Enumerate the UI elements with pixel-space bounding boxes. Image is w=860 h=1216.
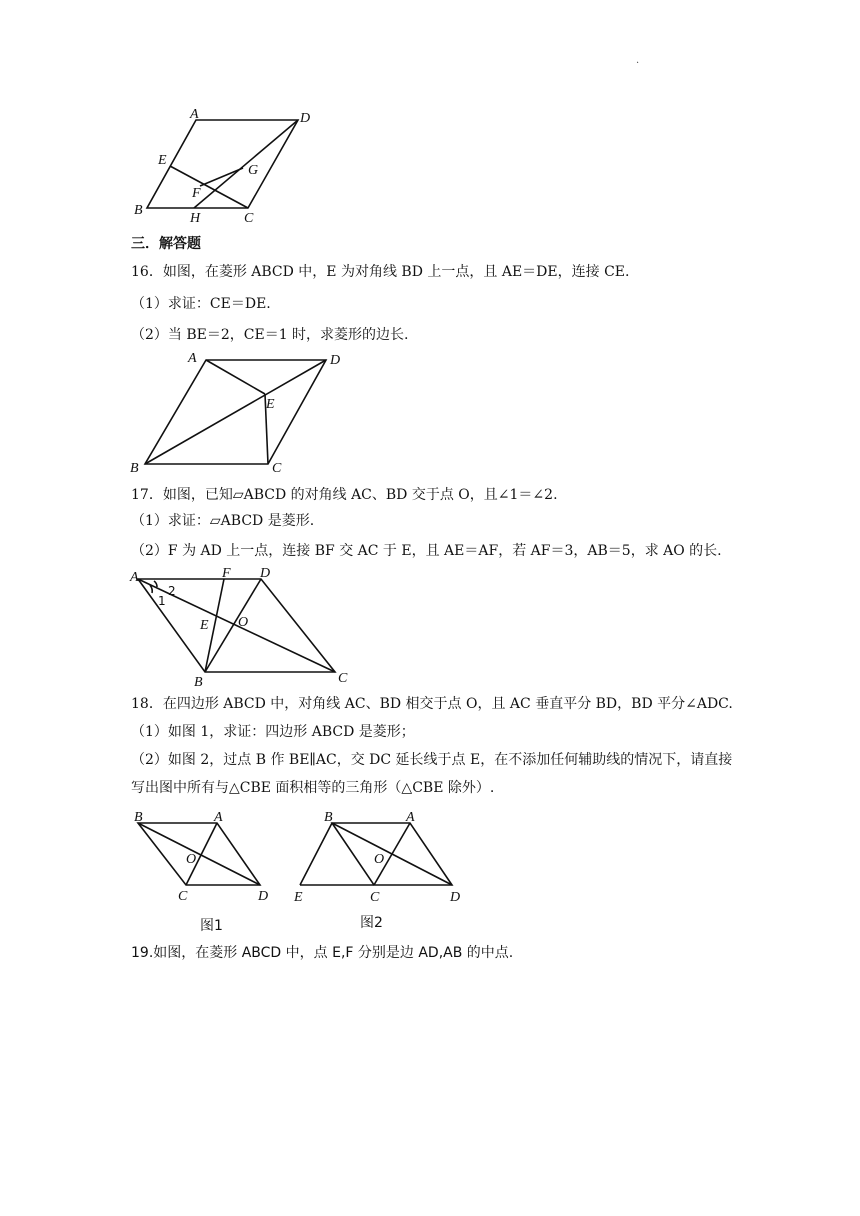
label-c: C	[178, 889, 188, 904]
label-b: B	[130, 461, 139, 476]
header-mark: ·	[636, 58, 640, 69]
label-d: D	[258, 889, 269, 904]
figure-caption-1: 图1	[200, 918, 223, 934]
figure-q15	[128, 100, 328, 225]
label-e: E	[294, 890, 303, 905]
figure-q18-1-svg	[128, 805, 278, 935]
label-f: F	[192, 186, 201, 201]
q17-stem: 17．如图，已知▱ABCD 的对角线 AC、BD 交于点 O，且∠1＝∠2.	[131, 487, 558, 503]
q16-stem: 16．如图，在菱形 ABCD 中，E 为对角线 BD 上一点，且 AE＝DE，连接 CE.	[131, 264, 630, 280]
q17-part2: （2）F 为 AD 上一点，连接 BF 交 AC 于 E，且 AE＝AF，若 AF＝3，AB＝5，求 AO 的长.	[131, 543, 722, 559]
q18-stem: 18．在四边形 ABCD 中，对角线 AC、BD 相交于点 O，且 AC 垂直平分 BD，BD 平分∠ADC.	[131, 696, 733, 712]
figure-q18-2-svg	[292, 805, 472, 935]
q16-part1: （1）求证：CE＝DE.	[131, 296, 271, 312]
figure-q16	[128, 348, 358, 476]
q17-part1: （1）求证：▱ABCD 是菱形.	[131, 513, 315, 529]
label-c: C	[272, 461, 282, 476]
label-c: C	[244, 211, 254, 226]
label-d: D	[330, 353, 341, 368]
label-o: O	[186, 852, 197, 867]
label-d: D	[260, 566, 271, 581]
q18-part1: （1）如图 1，求证：四边形 ABCD 是菱形；	[131, 724, 415, 740]
label-e: E	[266, 397, 275, 412]
label-h: H	[190, 211, 201, 226]
label-d: D	[450, 890, 461, 905]
label-a: A	[190, 107, 199, 122]
q19-stem: 19.如图，在菱形 ABCD 中，点 E,F 分别是边 AD,AB 的中点.	[131, 945, 514, 961]
label-e: E	[200, 618, 209, 633]
figure-q17-svg	[126, 565, 356, 690]
q18-part2-line2: 写出图中所有与△CBE 面积相等的三角形（△CBE 除外）.	[131, 780, 495, 796]
label-b: B	[194, 675, 203, 690]
q16-part2: （2）当 BE＝2，CE＝1 时，求菱形的边长.	[131, 327, 409, 343]
label-a: A	[130, 570, 139, 585]
label-one: 1	[158, 594, 166, 608]
label-d: D	[300, 111, 311, 126]
figure-q18-2	[292, 805, 472, 935]
label-a: A	[406, 810, 415, 825]
label-two: 2	[168, 584, 176, 598]
label-b: B	[324, 810, 333, 825]
label-o: O	[374, 852, 385, 867]
figure-caption-2: 图2	[360, 915, 383, 931]
label-b: B	[134, 203, 143, 218]
figure-q17	[126, 565, 356, 690]
section-heading: 三．解答题	[131, 236, 201, 252]
q18-part2-line1: （2）如图 2，过点 B 作 BE∥AC，交 DC 延长线于点 E，在不添加任何辅助线的情况下，请直接	[131, 752, 733, 768]
label-g: G	[248, 163, 259, 178]
label-a: A	[214, 810, 223, 825]
label-c: C	[338, 671, 348, 686]
label-b: B	[134, 810, 143, 825]
label-c: C	[370, 890, 380, 905]
label-o: O	[238, 615, 249, 630]
figure-q18-1	[128, 805, 278, 935]
label-a: A	[188, 351, 197, 366]
label-e: E	[158, 153, 167, 168]
label-f: F	[222, 566, 231, 581]
figure-q16-svg	[128, 348, 358, 476]
figure-q15-svg	[128, 100, 328, 225]
